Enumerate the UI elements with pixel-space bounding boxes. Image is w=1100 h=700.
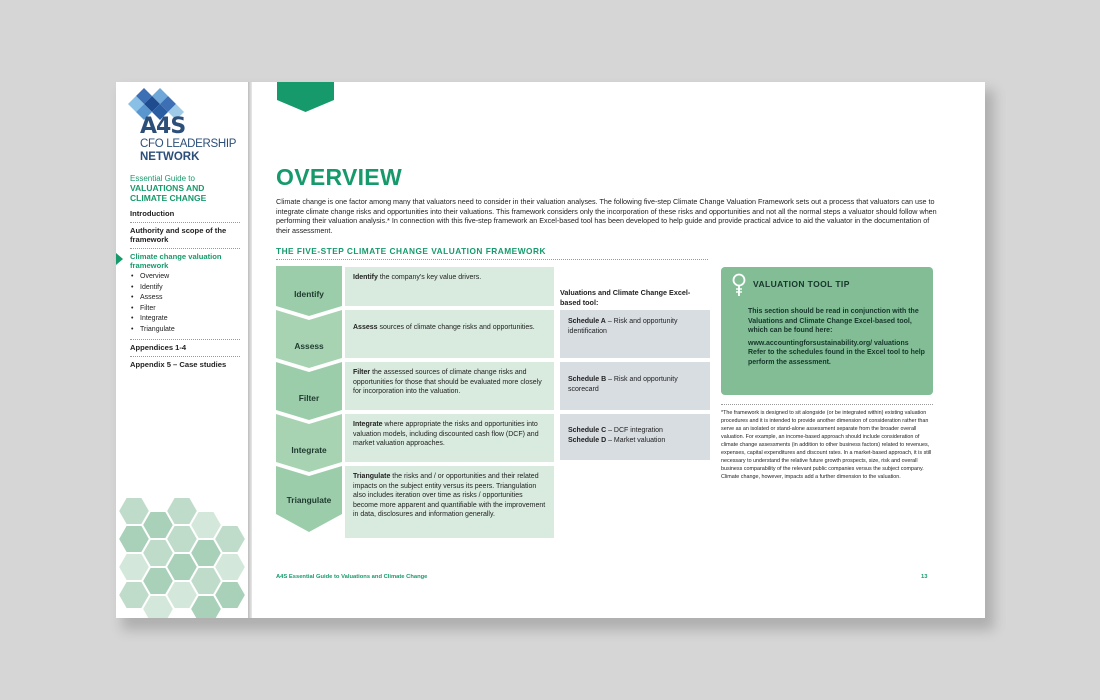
step-text: where appropriate the risks and opportunities into valuation models, including discounted cash flow (DCF) and market valuation approaches. — [353, 421, 539, 448]
footnote: *The framework is designed to sit alongside (or be integrated within) existing valuation procedures and it is intended to provide another dimension of consideration rather than serve as an isolated or stand-alone assessment separate from the broader overall valuation. For example, an income-based approach should include consideration of climate change assessments (in addition to other business factors) related to revenues, expenses, capital expenditures and discount rates. In a market-based approach, it is still necessary to understand the relative future growth prospects, size, risk and overall business comparability of the relevant public companies versus the subject company. Climate change, however, impacts add a further dimension to the valuation. — [721, 410, 932, 481]
schedule-text: – Market valuation — [606, 436, 666, 444]
schedule-text: – Risk and opportunity scorecard — [568, 376, 678, 393]
nav-subitem-integrate[interactable]: • Integrate — [130, 314, 240, 325]
step-lead: Identify — [353, 274, 378, 281]
section-tab-icon — [277, 82, 334, 112]
tip-body — [748, 307, 926, 371]
tip-paragraph: Refer to the schedules found in the Excel tool to help perform the assessment. — [748, 349, 925, 366]
sidebar-nav — [130, 206, 240, 373]
sidebar — [116, 82, 249, 618]
schedule-lead: Schedule C — [568, 427, 607, 434]
active-section-pointer — [116, 253, 123, 265]
schedule-lead: Schedule D — [568, 436, 607, 444]
schedule-text: – DCF integration — [606, 427, 663, 434]
excel-tool-heading: Valuations and Climate Change Excel-based tool: — [560, 288, 691, 307]
nav-item-framework[interactable]: Climate change valuation framework — [130, 252, 222, 270]
nav-subitem-overview[interactable]: • Overview — [130, 272, 240, 283]
chevron-label-integrate: Integrate — [291, 445, 327, 455]
page-title: OVERVIEW — [276, 164, 402, 190]
nav-subitem-identify[interactable]: • Identify — [130, 283, 240, 294]
tip-heading: VALUATION TOOL TIP — [753, 279, 850, 289]
logo-line2: NETWORK — [140, 151, 200, 163]
nav-subitems — [130, 272, 240, 340]
step-text: the risks and / or opportunities and their related impacts on the subject entity versus its peers. Triangulation also includes iteration over time as risks / opportunities become more apparent and quantifiable with the improvement in data, disclosures and information generally. — [353, 473, 546, 519]
schedule-text: – Risk and opportunity identification — [568, 318, 678, 335]
chevron-assess — [276, 310, 342, 368]
chevron-label-identify: Identify — [294, 289, 324, 299]
step-box-filter — [345, 362, 554, 410]
guide-heading — [130, 174, 242, 203]
guide-label: Essential Guide to — [130, 174, 195, 183]
chevron-label-assess: Assess — [294, 341, 324, 351]
footnote-divider — [721, 404, 933, 405]
chevron-label-filter: Filter — [298, 393, 320, 403]
nav-item-authority[interactable]: Authority and scope of the framework — [130, 223, 240, 249]
schedule-lead: Schedule A — [568, 318, 606, 325]
nav-subitem-triangulate[interactable]: • Triangulate — [130, 325, 240, 336]
framework-title: THE FIVE-STEP CLIMATE CHANGE VALUATION FRAMEWORK — [276, 246, 546, 256]
chevron-filter — [276, 362, 342, 420]
nav-subitem-assess[interactable]: • Assess — [130, 293, 240, 304]
hexagon-pattern-icon — [116, 497, 248, 618]
step-text: the assessed sources of climate change risks and opportunities for those that should be evaluated more closely for incorporation into the valuation. — [353, 369, 542, 396]
nav-item-introduction[interactable]: Introduction — [130, 206, 240, 223]
tip-link[interactable]: www.accountingforsustainability.org/ valuations — [748, 339, 909, 347]
step-box-integrate — [345, 414, 554, 462]
binding-gutter — [248, 82, 252, 618]
schedule-cd-box — [560, 414, 710, 460]
step-lead: Integrate — [353, 421, 383, 428]
intro-paragraph: Climate change is one factor among many that valuators need to consider in their valuation analyses. The following five-step Climate Change Valuation Framework sets out a process that valuators can use to integrate climate change risks and opportunities into their valuations. This framework considers only the incorporation of these risks and opportunities and not all the normal steps a valuator should follow when performing their valuation analysis.* In connection with this five-step framework an Excel-based tool has been developed to help guide and provide practical advice to aid the valuator in the documentation of their assessment. — [276, 197, 937, 235]
guide-title: VALUATIONS AND CLIMATE CHANGE — [130, 183, 207, 203]
step-box-triangulate — [345, 466, 554, 538]
document-page — [116, 82, 985, 618]
step-text: the company's key value drivers. — [377, 274, 482, 281]
hexagon-pattern — [116, 497, 248, 618]
page-number: 13 — [921, 574, 928, 580]
step-box-assess — [345, 310, 554, 358]
nav-item-appendices[interactable]: Appendices 1-4 — [130, 340, 240, 357]
schedule-a-box — [560, 310, 710, 358]
footer-title: A4S Essential Guide to Valuations and Climate Change — [276, 574, 428, 580]
schedule-lead: Schedule B — [568, 376, 607, 383]
chevron-integrate — [276, 414, 342, 472]
step-lead: Assess — [353, 324, 378, 331]
step-box-identify — [345, 267, 554, 306]
logo-line1: CFO LEADERSHIP — [140, 138, 237, 150]
lightbulb-icon — [731, 273, 747, 297]
valuation-tool-tip — [721, 267, 933, 395]
step-text: sources of climate change risks and opportunities. — [377, 324, 535, 331]
chevron-label-triangulate: Triangulate — [286, 495, 332, 505]
framework-divider — [276, 259, 708, 260]
a4s-logo — [126, 88, 246, 168]
step-lead: Triangulate — [353, 473, 391, 480]
tip-paragraph: This section should be read in conjunction with the Valuations and Climate Change Excel-based tool, which can be found here: — [748, 308, 919, 335]
logo-mark: A4S — [140, 114, 186, 139]
schedule-b-box — [560, 362, 710, 410]
step-lead: Filter — [353, 369, 371, 376]
nav-subitem-filter[interactable]: • Filter — [130, 304, 240, 315]
nav-item-appendix5[interactable]: Appendix 5 – Case studies — [130, 360, 227, 369]
